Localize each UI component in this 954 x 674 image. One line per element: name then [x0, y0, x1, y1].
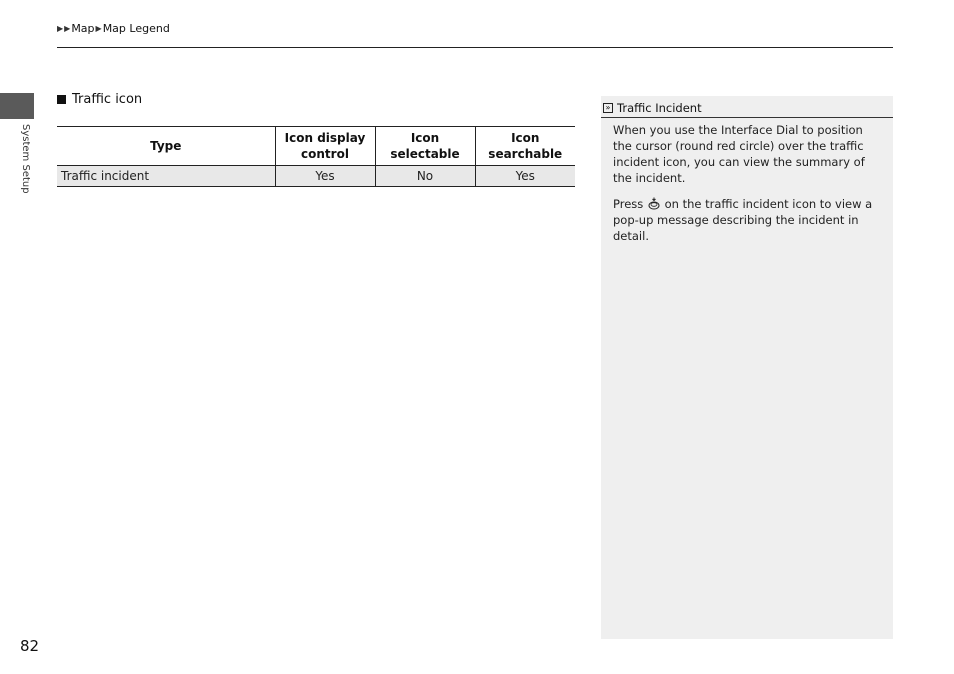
- table-cell-icon-searchable: Yes: [475, 166, 575, 187]
- table-cell-icon-display-control: Yes: [275, 166, 375, 187]
- table-header-row: [57, 127, 575, 166]
- triangle-right-icon: ▶: [64, 23, 71, 33]
- side-note-paragraph: When you use the Interface Dial to position the cursor (round red circle) over the traffic incident icon, you can view the summary of the incident.: [613, 123, 865, 185]
- chapter-tab-label: System Setup: [20, 124, 31, 194]
- column-header-type: Type: [57, 127, 275, 166]
- breadcrumb-item-map[interactable]: Map: [71, 22, 95, 35]
- triangle-right-icon: ▶: [95, 23, 102, 33]
- column-header-icon-display-control: Icon display control: [275, 127, 375, 166]
- column-header-icon-searchable: Icon searchable: [475, 127, 575, 166]
- double-chevron-icon: »: [603, 103, 613, 113]
- table-cell-type: Traffic incident: [57, 166, 275, 187]
- side-note-header: [601, 96, 893, 118]
- page-number: 82: [20, 637, 40, 655]
- section-heading: [57, 92, 142, 107]
- side-note-panel: [601, 96, 893, 639]
- header-divider: [57, 47, 893, 48]
- triangle-right-icon: ▶: [57, 23, 64, 33]
- table-row: [57, 166, 575, 187]
- side-note-title: Traffic Incident: [617, 101, 702, 115]
- section-heading-text: Traffic icon: [72, 92, 143, 107]
- traffic-icon-table: [57, 126, 575, 187]
- chapter-tab-marker: [0, 93, 34, 119]
- table-cell-icon-selectable: No: [375, 166, 475, 187]
- column-header-icon-selectable: Icon selectable: [375, 127, 475, 166]
- interface-dial-press-icon: [648, 197, 660, 210]
- side-note-paragraph: Press on the traffic incident icon to view a pop-up message describing the incident in detail.: [613, 197, 873, 243]
- side-note-body: [601, 118, 893, 244]
- breadcrumb: [57, 22, 171, 35]
- square-bullet-icon: [57, 95, 66, 104]
- breadcrumb-item-map-legend[interactable]: Map Legend: [102, 22, 170, 35]
